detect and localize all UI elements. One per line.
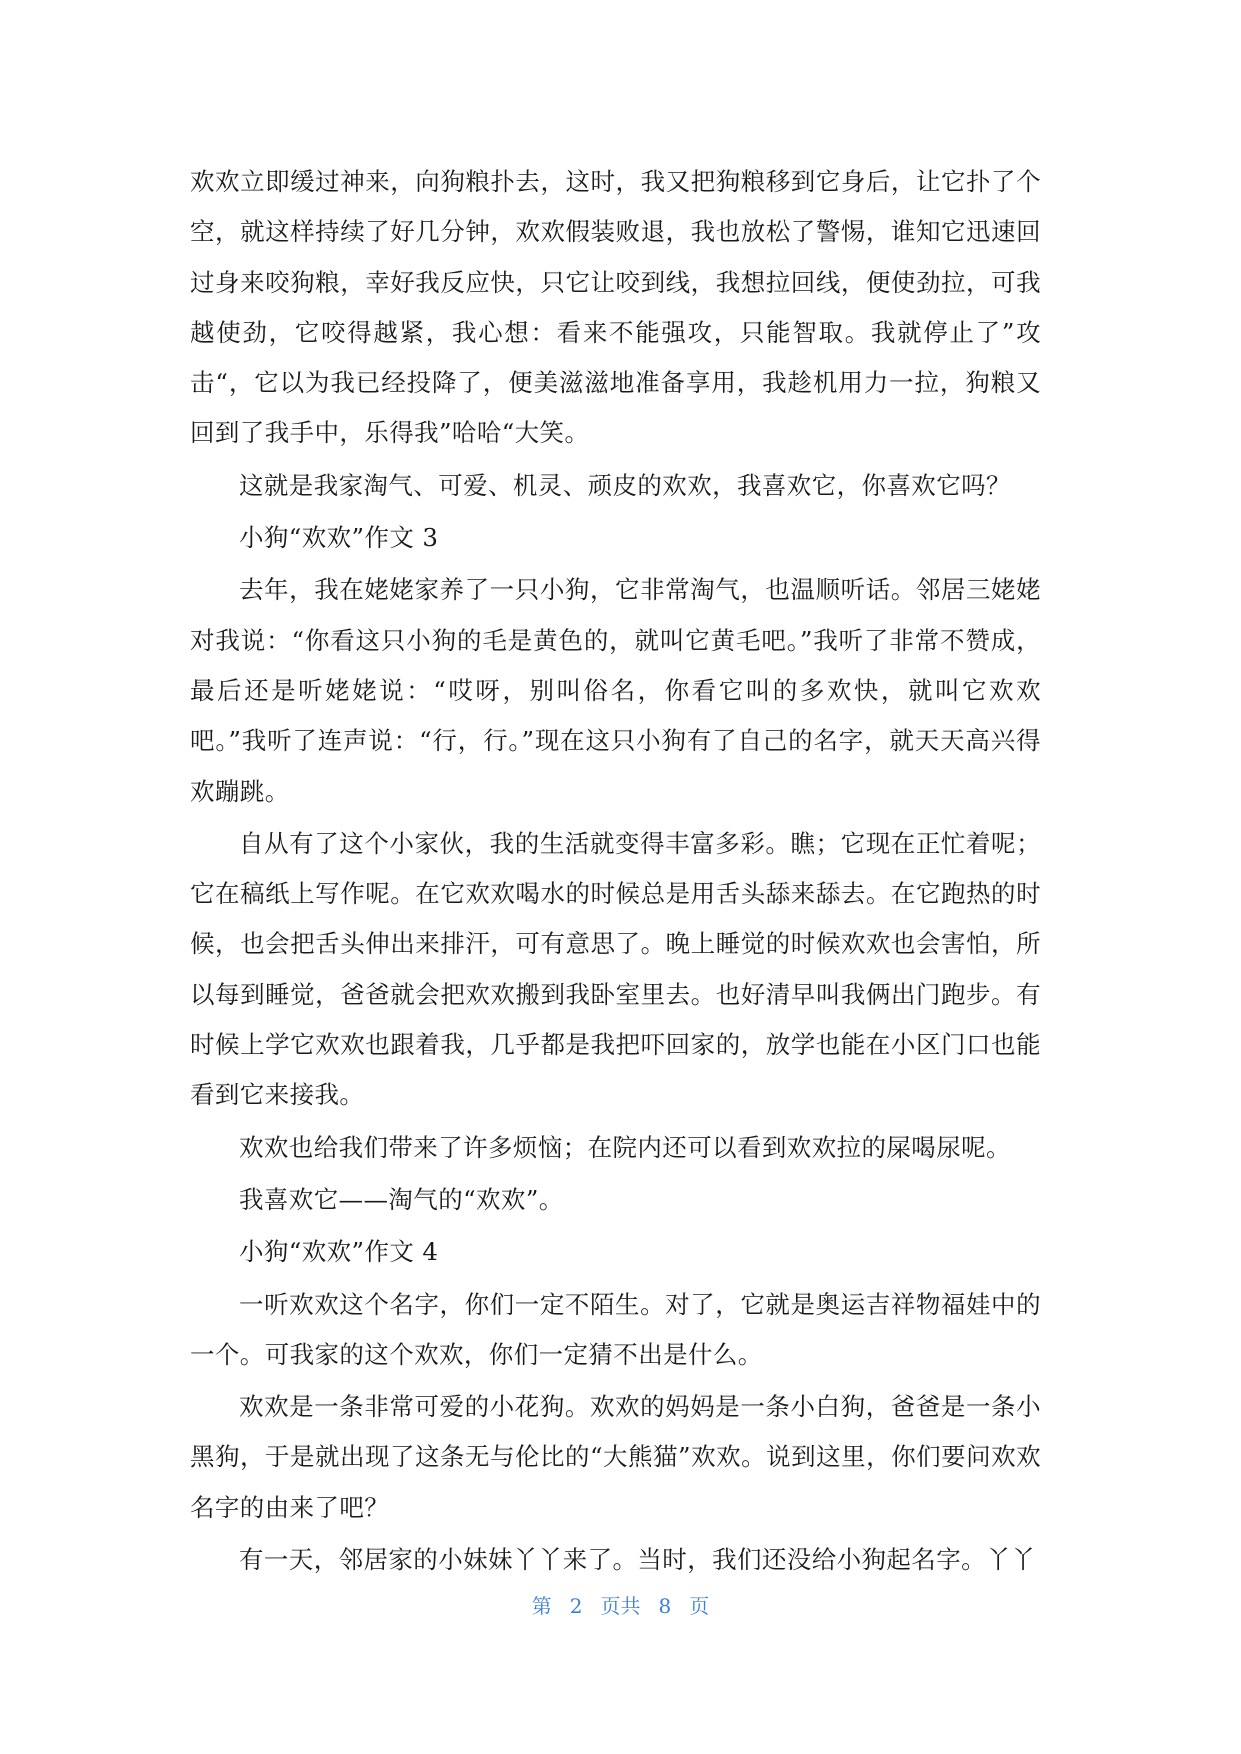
paragraph: 自从有了这个小家伙，我的生活就变得丰富多彩。瞧；它现在正忙着呢；它在稿纸上写作呢。在它欢欢喝水的时候总是用舌头舔来舔去。在它跑热的时候，也会把舌头伸出来排汗，可有意思了。晚上睡觉的时候欢欢也会害怕，所以每到睡觉，爸爸就会把欢欢搬到我卧室里去。也好清早叫我俩出门跑步。有时候上学它欢欢也跟着我，几乎都是我把吓回家的，放学也能在小区门口也能看到它来接我。 [190, 828, 1041, 1110]
paragraph: 我喜欢它——淘气的“欢欢”。 [239, 1184, 564, 1214]
section-heading: 小狗“欢欢”作文 4 [239, 1237, 439, 1267]
document-body [190, 157, 1041, 1587]
paragraph: 欢欢是一条非常可爱的小花狗。欢欢的妈妈是一条小白狗，爸爸是一条小黑狗，于是就出现了这条无与伦比的“大熊猫”欢欢。说到这里，你们要问欢欢名字的由来了吧？ [190, 1392, 1041, 1522]
paragraph: 去年，我在姥姥家养了一只小狗，它非常淘气，也温顺听话。邻居三姥姥对我说：“你看这只小狗的毛是黄色的，就叫它黄毛吧。”我听了非常不赞成，最后还是听姥姥说：“哎呀，别叫俗名，你看它叫的多欢快，就叫它欢欢吧。”我听了连声说：“行，行。”现在这只小狗有了自己的名字，就天天高兴得欢蹦跳。 [190, 575, 1041, 806]
paragraph: 欢欢立即缓过神来，向狗粮扑去，这时，我又把狗粮移到它身后，让它扑了个空，就这样持续了好几分钟，欢欢假装败退，我也放松了警惕，谁知它迅速回过身来咬狗粮，幸好我反应快，只它让咬到线，我想拉回线，便使劲拉，可我越使劲，它咬得越紧，我心想：看来不能强攻，只能智取。我就停止了”攻击“，它以为我已经投降了，便美滋滋地准备享用，我趁机用力一拉，狗粮又回到了我手中，乐得我”哈哈“大笑。 [190, 167, 1041, 448]
paragraph: 欢欢也给我们带来了许多烦恼；在院内还可以看到欢欢拉的屎喝尿呢。 [239, 1132, 1011, 1162]
paragraph: 有一天，邻居家的小妹妹丫丫来了。当时，我们还没给小狗起名字。丫丫 [239, 1545, 1036, 1575]
paragraph: 这就是我家淘气、可爱、机灵、顽皮的欢欢，我喜欢它，你喜欢它吗？ [239, 470, 1011, 500]
total-pages-number: 8 [658, 1594, 672, 1618]
paragraph: 一听欢欢这个名字，你们一定不陌生。对了，它就是奥运吉祥物福娃中的一个。可我家的这个欢欢，你们一定猜不出是什么。 [190, 1289, 1041, 1369]
footer-label-page-of: 页共 [600, 1594, 641, 1618]
current-page-number: 2 [569, 1594, 583, 1618]
footer-label-page-end: 页 [689, 1594, 710, 1618]
page-footer [0, 1592, 1241, 1620]
section-heading: 小狗“欢欢”作文 3 [239, 523, 439, 553]
footer-label-page: 第 [531, 1594, 552, 1618]
